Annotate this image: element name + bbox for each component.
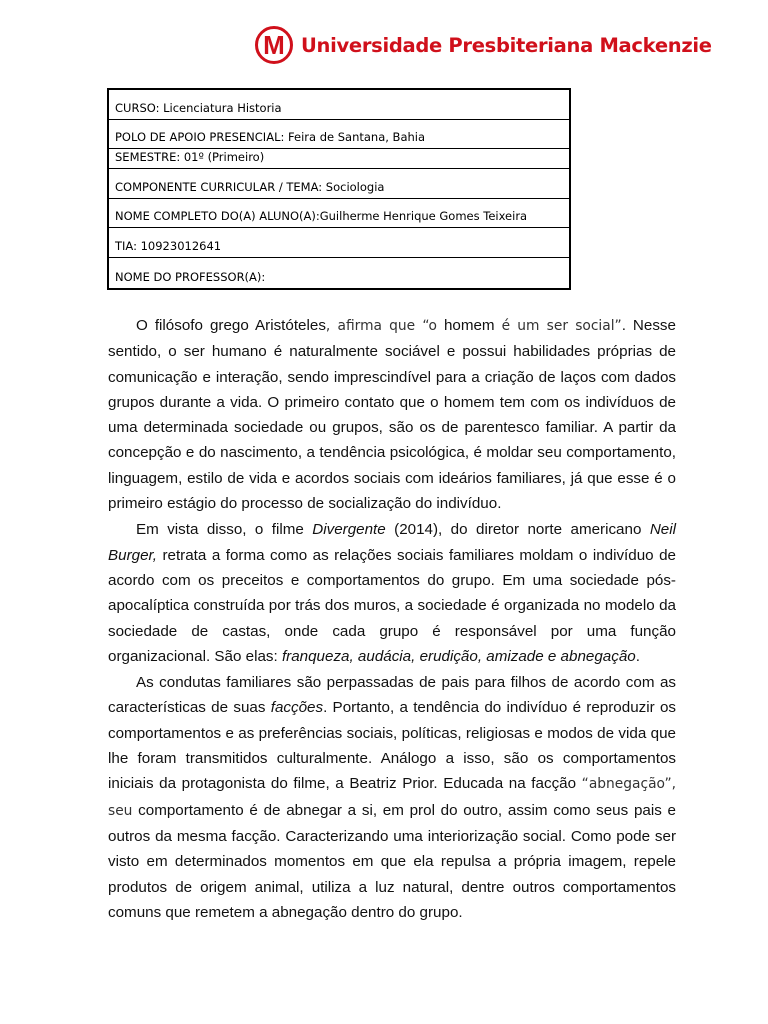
- paragraph-1: [108, 313, 676, 516]
- p3-faccoes: facções: [270, 699, 324, 717]
- info-row-polo: POLO DE APOIO PRESENCIAL: Feira de Santana, Bahia: [109, 120, 569, 150]
- info-row-component: COMPONENTE CURRICULAR / TEMA: Sociologia: [109, 169, 569, 199]
- p1-text-c: homem: [436, 317, 502, 334]
- p2-director: Neil Burger,: [108, 521, 676, 564]
- essay-body: [108, 313, 676, 925]
- p1-quote-end: é um ser social”: [501, 318, 622, 334]
- p2-film-title: Divergente: [312, 521, 386, 539]
- p2-text-c: retrata a forma como as relações sociais familiares moldam o indivíduo de acordo com os preceitos e comportamentos do grupo. Em uma sociedade pós-apocalíptica construída por trás dos muros, a sociedade é organizada no modelo da sociedade de castas, onde cada grupo é responsável por uma função organizacional. São elas:: [108, 546, 676, 665]
- paragraph-3: [108, 670, 676, 925]
- p2-factions: franqueza, audácia, erudição, amizade e abnegação: [281, 647, 636, 665]
- p2-text-b: (2014), do diretor norte americano: [385, 521, 650, 539]
- info-row-professor: NOME DO PROFESSOR(A):: [115, 269, 266, 284]
- p1-text-a: O filósofo grego Aristóteles: [136, 317, 326, 334]
- info-row-course: CURSO: Licenciatura Historia: [109, 90, 569, 120]
- p2-text-d: .: [635, 647, 640, 665]
- mackenzie-logo-icon: [255, 26, 293, 64]
- student-info-table: [107, 88, 571, 290]
- logo-letter: M: [263, 29, 285, 60]
- info-row-semester: SEMESTRE: 01º (Primeiro): [109, 149, 569, 169]
- p1-quote-start: , afirma que “o: [325, 318, 437, 334]
- paragraph-2: [108, 517, 676, 669]
- p3-quote: “abnegação”, seu: [108, 776, 676, 819]
- p3-text-c: comportamento é de abnegar a si, em prol do outro, assim como seus pais e outros da mesma facção. Caracterizando uma interiorização social. Como pode ser visto em determinados momentos em que ela repulsa a própria imagem, repele produtos de origem animal, utiliza a luz natural, dentre outros comportamentos comuns que remetem a abnegação dentro do grupo.: [108, 801, 676, 921]
- university-header: [255, 26, 712, 64]
- university-name: Universidade Presbiteriana Mackenzie: [301, 33, 712, 57]
- p1-text-e: . Nesse sentido, o ser humano é naturalmente sociável e possui habilidades próprias de comunicação e interação, sendo imprescindível para a criação de laços com dados grupos durante a vida. O primeiro contato que o homem tem com os indivíduos de uma determinada sociedade ou grupos, são os de parentesco familiar. A partir da concepção e do nascimento, a tendência psicológica, é moldar seu comportamento, linguagem, estilo de vida e acordos sociais com ideários familiares, já que esse é o primeiro estágio do processo de socialização do indivíduo.: [108, 317, 676, 513]
- p3-text-a: As condutas familiares são perpassadas de pais para filhos de acordo com as características de suas: [108, 674, 676, 717]
- info-row-tia: TIA: 10923012641: [109, 228, 569, 258]
- p3-text-b: . Portanto, a tendência do indivíduo é reproduzir os comportamentos e as preferências sociais, políticas, religiosas e modos de vida que lhe foram transmitidos culturalmente. Análogo a isso, são os comportamentos iniciais da protagonista do filme, a Beatriz Prior. Educada na facção: [108, 699, 676, 793]
- p2-text-a: Em vista disso, o filme: [136, 521, 313, 539]
- info-row-student-name: NOME COMPLETO DO(A) ALUNO(A):Guilherme Henrique Gomes Teixeira: [109, 199, 569, 229]
